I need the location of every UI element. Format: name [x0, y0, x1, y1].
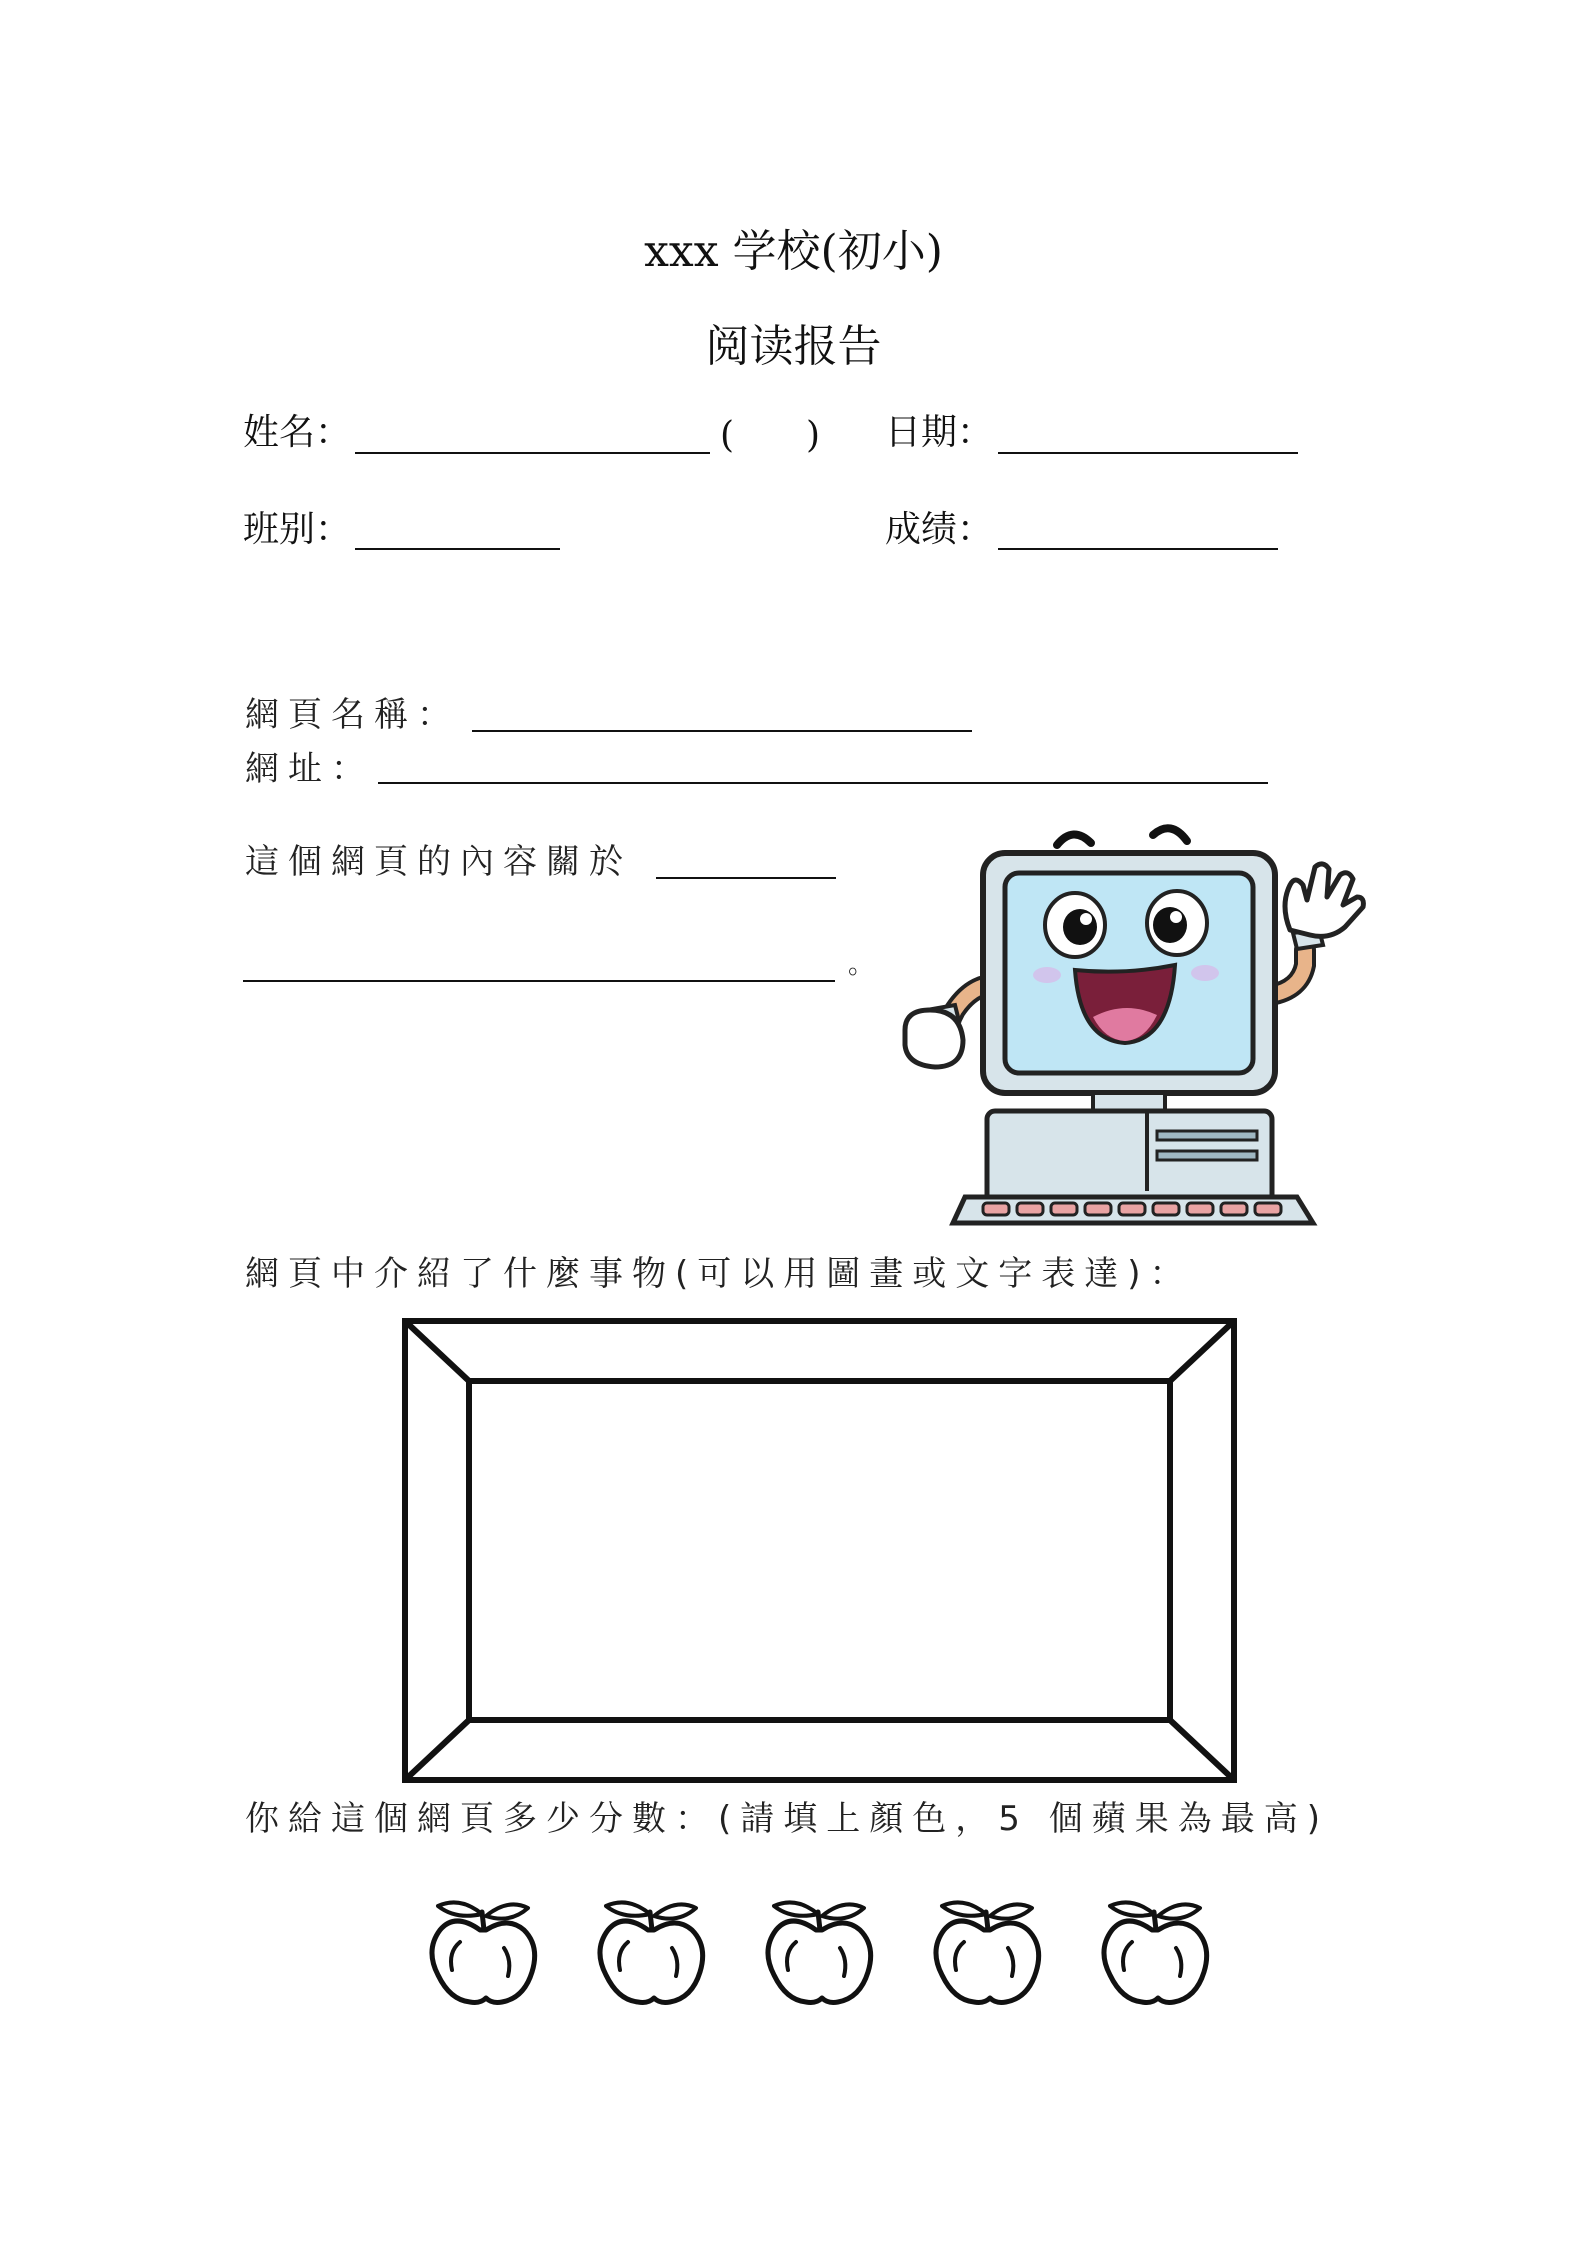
apple-rating-3[interactable] [756, 1890, 881, 2015]
name-field[interactable] [355, 452, 710, 454]
webpage-name-field[interactable] [472, 730, 972, 732]
number-paren-open: ( [720, 415, 735, 456]
about-period: 。 [848, 950, 884, 980]
apple-rating-4[interactable] [924, 1890, 1049, 2015]
drawing-frame[interactable] [402, 1318, 1237, 1783]
apple-rating-5[interactable] [1092, 1890, 1217, 2015]
about-field-2[interactable] [243, 980, 835, 982]
class-label: 班别： [243, 509, 352, 550]
school-title: xxx 学校(初小) [644, 226, 943, 277]
computer-mascot-illustration [835, 805, 1395, 1245]
grade-label: 成绩： [885, 509, 994, 550]
url-label: 網址： [245, 749, 374, 789]
rating-label: 你給這個網頁多少分數：(請填上顏色，5 個蘋果為最高) [245, 1799, 1329, 1839]
describe-label: 網頁中介紹了什麼事物(可以用圖畫或文字表達)： [245, 1254, 1193, 1294]
name-label: 姓名： [243, 412, 352, 453]
about-field-1[interactable] [656, 877, 836, 879]
webpage-name-label: 網頁名稱： [245, 695, 460, 735]
about-label: 這個網頁的內容關於 [245, 842, 632, 882]
date-field[interactable] [998, 452, 1298, 454]
report-title: 阅读报告 [705, 321, 882, 372]
apple-rating-1[interactable] [420, 1890, 545, 2015]
date-label: 日期： [885, 412, 994, 453]
class-field[interactable] [355, 548, 560, 550]
apple-rating-2[interactable] [588, 1890, 713, 2015]
number-paren-close: ) [806, 415, 821, 456]
url-field[interactable] [378, 782, 1268, 784]
grade-field[interactable] [998, 548, 1278, 550]
